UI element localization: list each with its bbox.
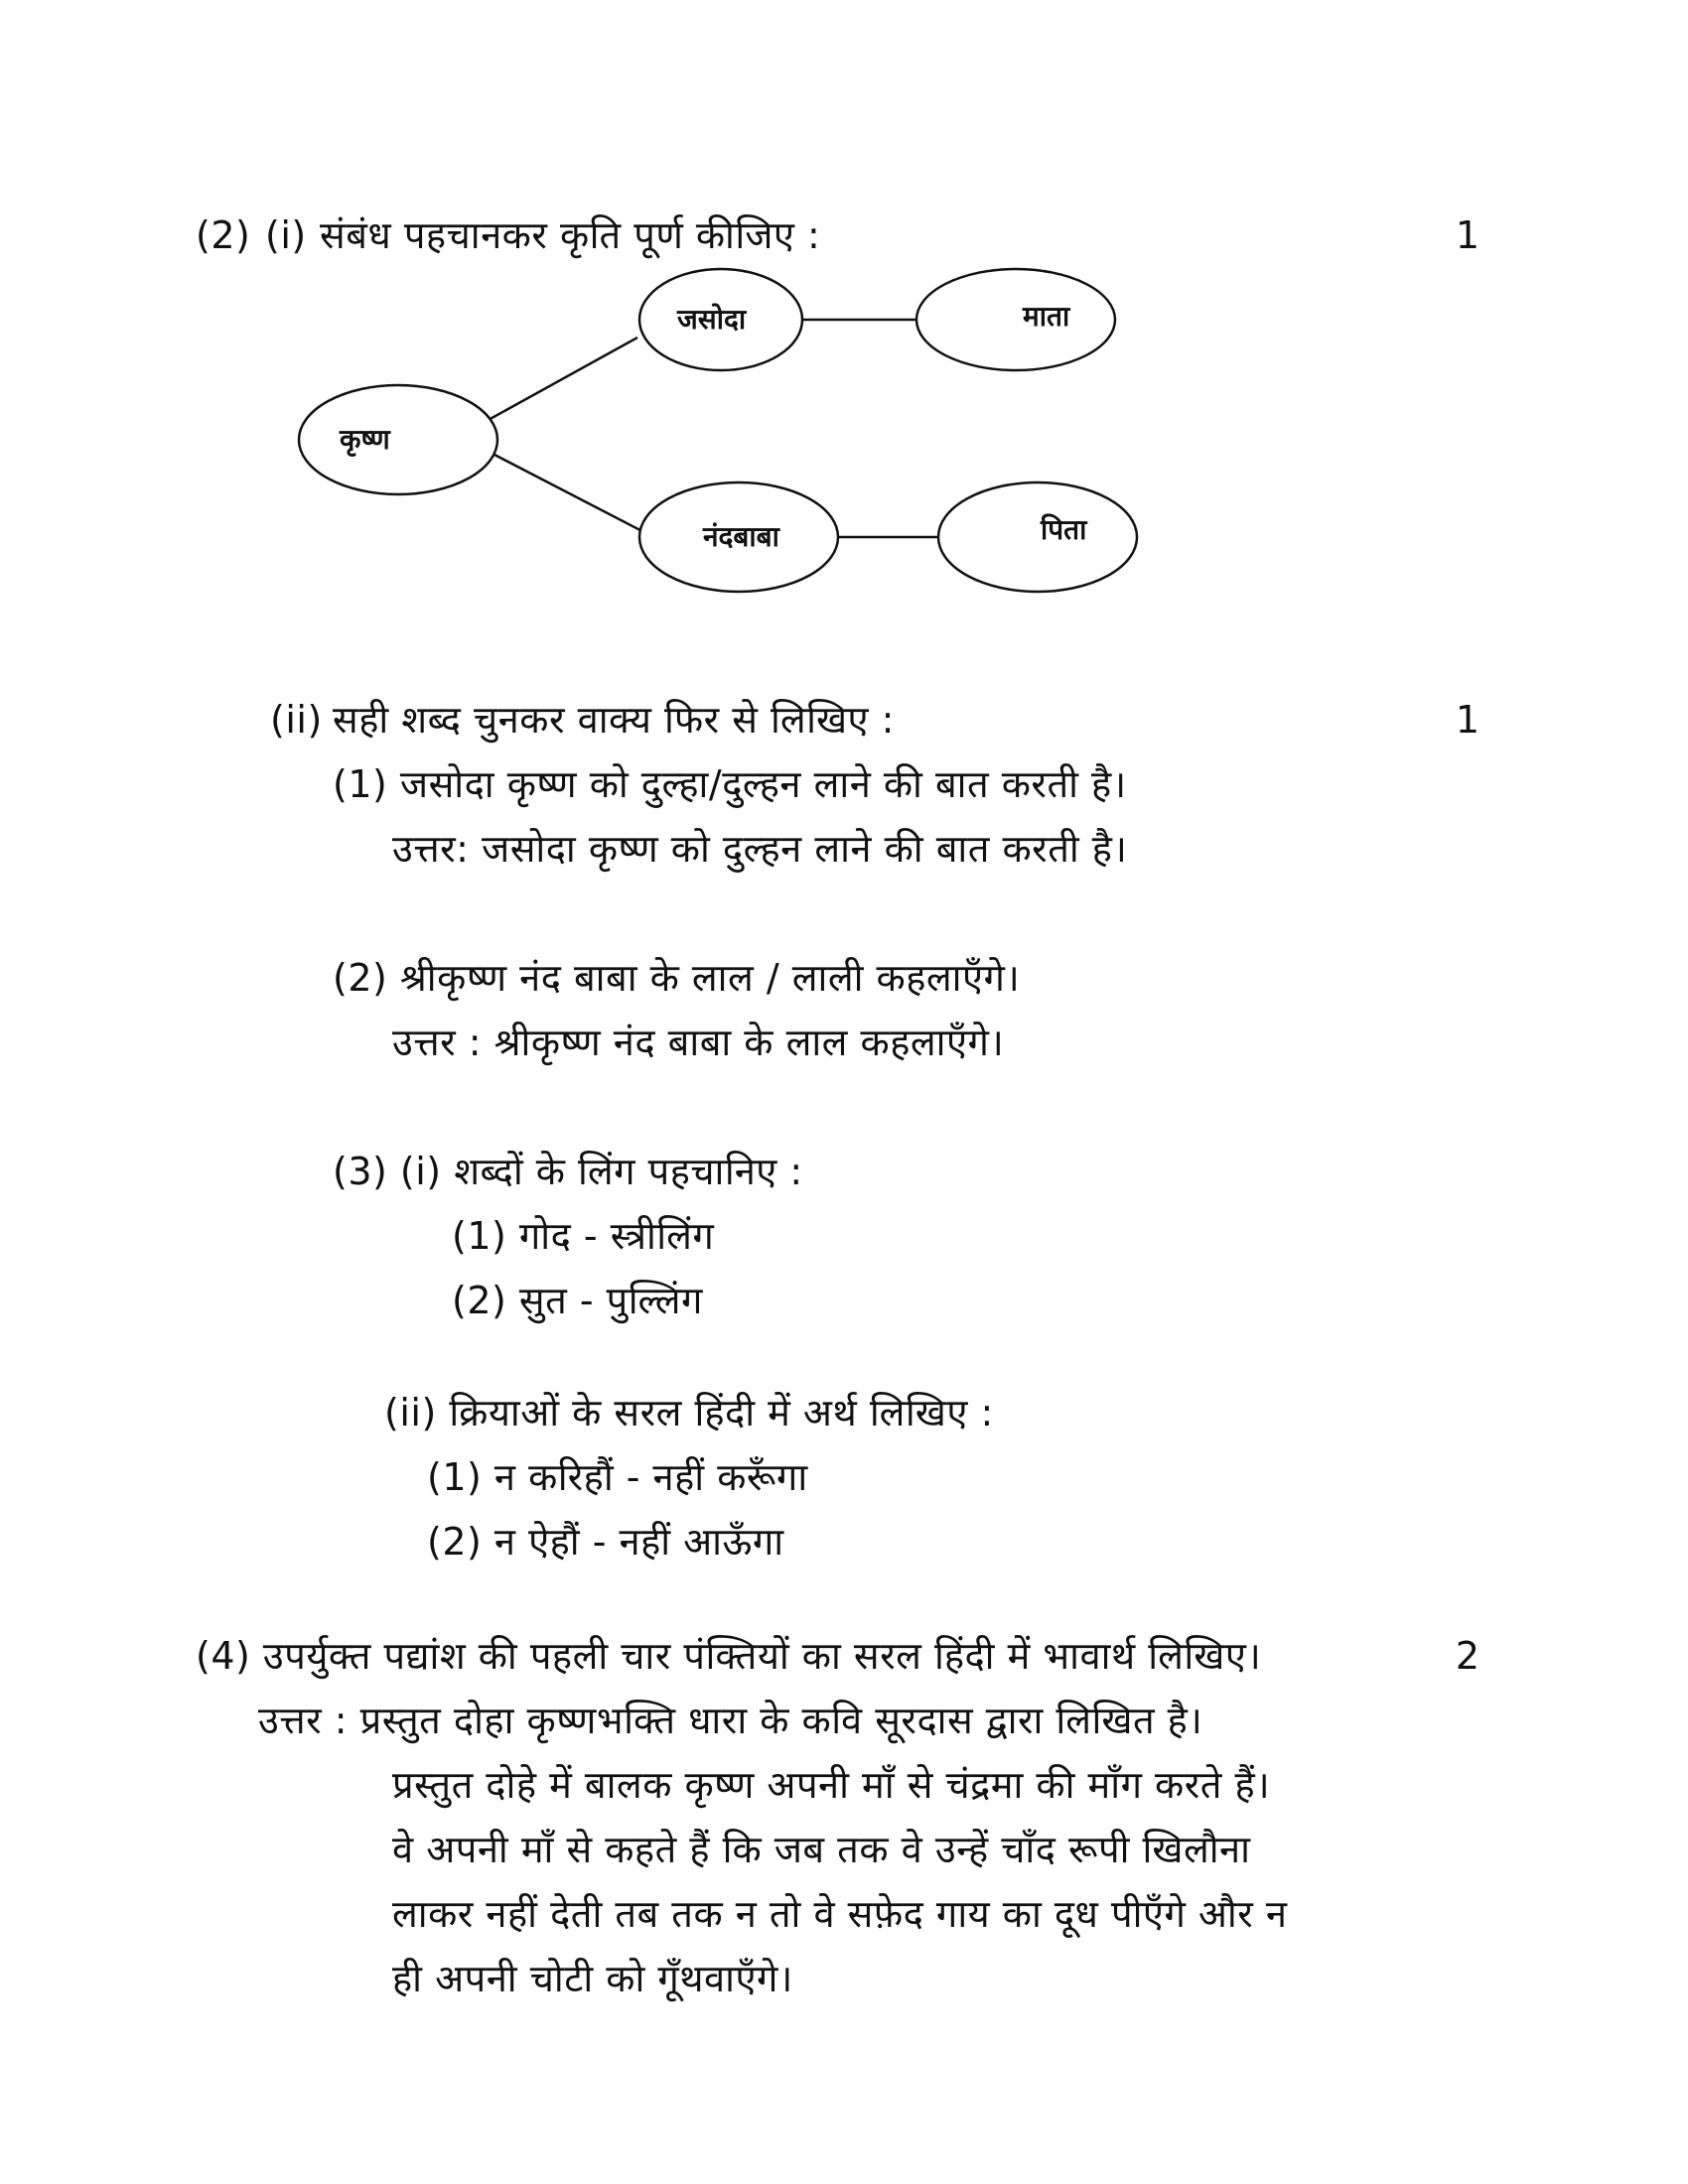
node-mata-ellipse	[916, 269, 1115, 370]
q4-marks: 2	[1455, 1634, 1479, 1678]
q4-answer-line-2: प्रस्तुत दोहे में बालक कृष्ण अपनी माँ से चंद्रमा की माँग करते हैं।	[392, 1763, 1271, 1807]
q4-answer-line-5: ही अपनी चोटी को गूँथवाएँगे।	[392, 1957, 793, 2000]
q2-number: (2)	[196, 213, 251, 257]
node-pita-label: पिता	[1041, 513, 1087, 546]
node-root-ellipse	[299, 385, 497, 494]
q3-ii-item-2: (2) न ऐहौं - नहीं आऊँगा	[427, 1520, 784, 1564]
q3-ii-item-1: (1) न करिहौं - नहीं करूँगा	[427, 1455, 808, 1499]
q2-part-i-label: (i)	[265, 213, 307, 257]
connector-root-to-nandbaba	[494, 455, 657, 539]
q2-part-i-marks: 1	[1455, 213, 1479, 257]
node-jasoda-label: जसोदा	[677, 303, 747, 336]
node-nandbaba-label: नंदबाबा	[703, 520, 779, 553]
q2-part-i-instruction: संबंध पहचानकर कृति पूर्ण कीजिए :	[320, 213, 821, 257]
q3-part-i-heading: (3) (i) शब्दों के लिंग पहचानिए :	[333, 1150, 803, 1193]
q2-part-ii-marks: 1	[1455, 698, 1479, 742]
q3-part-ii-heading: (ii) क्रियाओं के सरल हिंदी में अर्थ लिखिए :	[384, 1391, 994, 1434]
node-mata-label: माता	[1023, 300, 1070, 333]
q4-answer-first-line: उत्तर : प्रस्तुत दोहा कृष्णभक्ति धारा के कवि सूरदास द्वारा लिखित है।	[258, 1699, 1203, 1742]
q2-part-ii-label: (ii)	[270, 698, 323, 742]
q2-ii-answer-1: उत्तर: जसोदा कृष्ण को दुल्हन लाने की बात करती है।	[392, 827, 1128, 871]
node-root-label: कृष्ण	[340, 423, 390, 456]
q2-part-ii-instruction: सही शब्द चुनकर वाक्य फिर से लिखिए :	[333, 698, 895, 742]
q2-ii-answer-2: उत्तर : श्रीकृष्ण नंद बाबा के लाल कहलाएँगे।	[392, 1021, 1005, 1064]
q2-ii-question-1: (1) जसोदा कृष्ण को दुल्हा/दुल्हन लाने की बात करती है।	[333, 762, 1127, 806]
q2-ii-question-2: (2) श्रीकृष्ण नंद बाबा के लाल / लाली कहलाएँगे।	[333, 956, 1021, 1000]
q3-i-item-2: (2) सुत - पुल्लिंग	[452, 1279, 703, 1322]
q4-answer-line-3: वे अपनी माँ से कहते हैं कि जब तक वे उन्हें चाँद रूपी खिलौना	[392, 1828, 1251, 1871]
q4-question: (4) उपर्युक्त पद्यांश की पहली चार पंक्तियों का सरल हिंदी में भावार्थ लिखिए।	[196, 1634, 1262, 1678]
relationship-diagram	[278, 258, 1251, 615]
connector-root-to-jasoda	[487, 338, 637, 421]
q3-i-item-1: (1) गोद - स्त्रीलिंग	[452, 1214, 715, 1258]
q4-answer-line-4: लाकर नहीं देती तब तक न तो वे सफ़ेद गाय का दूध पीएँगे और न	[392, 1892, 1288, 1936]
node-pita-ellipse	[938, 482, 1137, 592]
